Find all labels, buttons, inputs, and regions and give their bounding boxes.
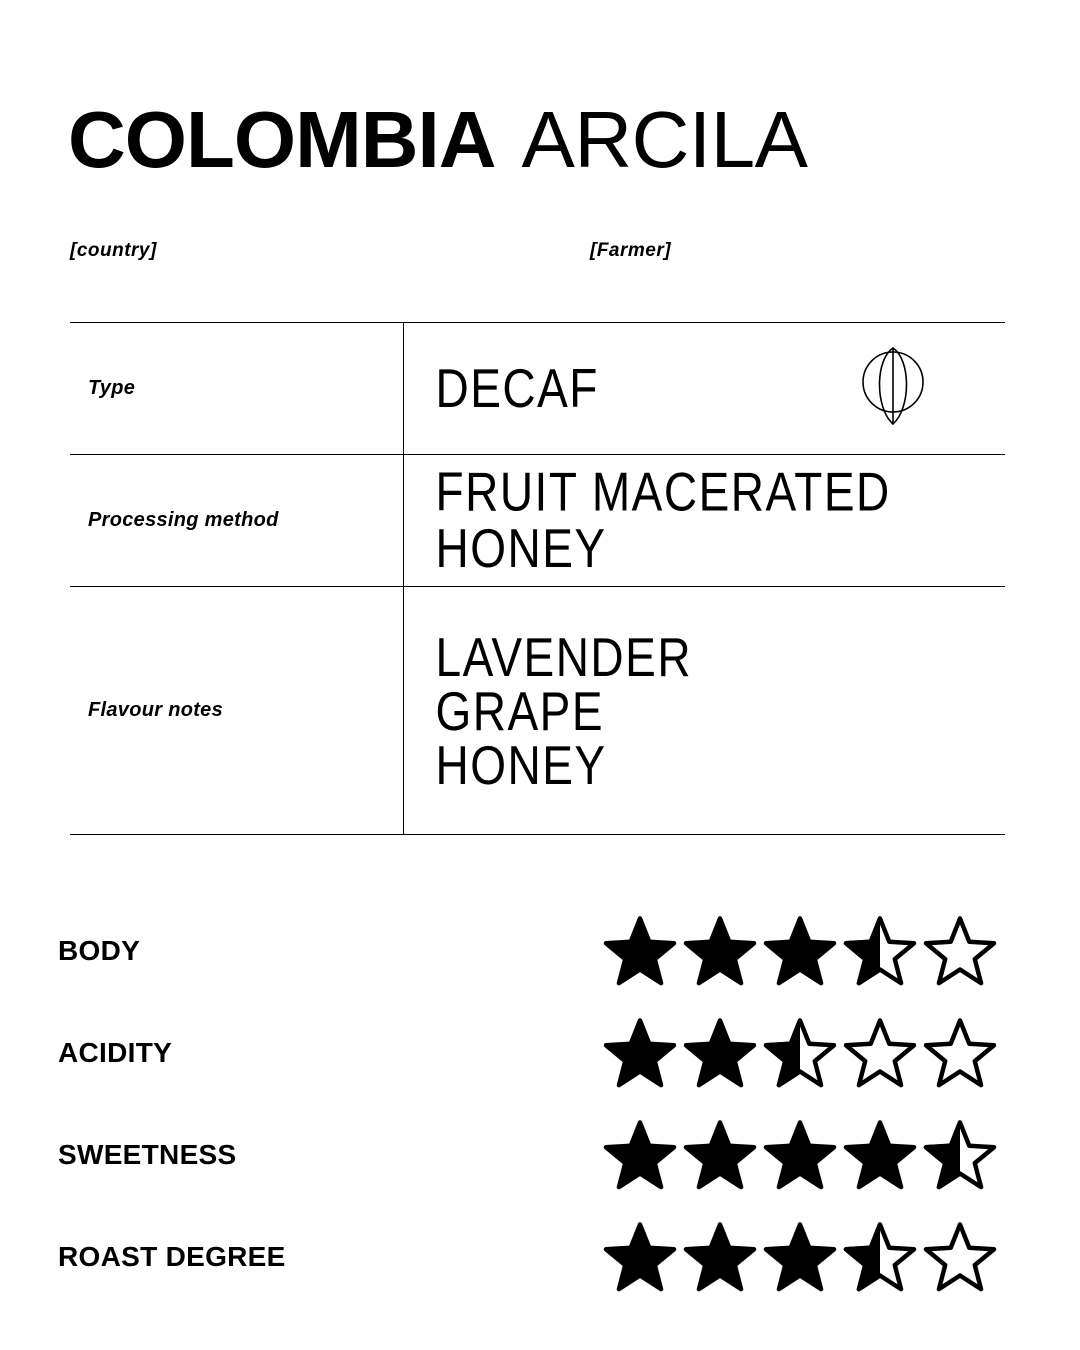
- star-full-icon: [603, 1016, 677, 1090]
- page-title: [68, 95, 808, 184]
- star-full-icon: [603, 1220, 677, 1294]
- title-farmer: ARCILA: [521, 95, 808, 184]
- star-full-icon: [603, 914, 677, 988]
- rating-stars-sweetness: [603, 1118, 997, 1192]
- star-empty-icon: [923, 914, 997, 988]
- star-full-icon: [843, 1118, 917, 1192]
- star-full-icon: [763, 1118, 837, 1192]
- rating-row-acidity: [58, 1002, 1022, 1104]
- row-value-processing: [403, 455, 1005, 587]
- rating-stars-acidity: [603, 1016, 997, 1090]
- type-value-text: DECAF: [435, 357, 599, 419]
- row-label-flavour: Flavour notes: [70, 587, 403, 835]
- rating-stars-body: [603, 914, 997, 988]
- star-half-icon: [923, 1118, 997, 1192]
- star-half-icon: [843, 1220, 917, 1294]
- label-country: [country]: [70, 240, 157, 261]
- rating-row-sweetness: [58, 1104, 1022, 1206]
- star-empty-icon: [923, 1220, 997, 1294]
- row-label-type: Type: [70, 323, 403, 455]
- spec-table: [70, 322, 1005, 835]
- star-empty-icon: [923, 1016, 997, 1090]
- ratings-section: [58, 900, 1022, 1308]
- label-farmer: [Farmer]: [590, 240, 672, 261]
- rating-label-acidity: ACIDITY: [58, 1037, 173, 1068]
- star-full-icon: [683, 914, 757, 988]
- title-country: COLOMBIA: [68, 95, 496, 184]
- star-half-icon: [843, 914, 917, 988]
- star-full-icon: [683, 1220, 757, 1294]
- star-full-icon: [763, 914, 837, 988]
- flavour-note-3: HONEY: [435, 733, 607, 796]
- row-value-type: [403, 323, 1005, 455]
- table-row-processing: [70, 455, 1005, 587]
- flavour-note-1: LAVENDER: [435, 625, 693, 688]
- star-half-icon: [763, 1016, 837, 1090]
- rating-label-sweetness: SWEETNESS: [58, 1139, 237, 1170]
- table-row-type: [70, 323, 1005, 455]
- table-row-flavour: [70, 587, 1005, 835]
- rating-stars-roast: [603, 1220, 997, 1294]
- flavour-note-2: GRAPE: [435, 679, 605, 742]
- rating-row-body: [58, 900, 1022, 1002]
- rating-label-roast: ROAST DEGREE: [58, 1241, 286, 1272]
- star-full-icon: [603, 1118, 677, 1192]
- star-full-icon: [763, 1220, 837, 1294]
- rating-row-roast: [58, 1206, 1022, 1308]
- row-value-flavour: [403, 587, 1005, 835]
- processing-value-text: FRUIT MACERATED HONEY: [435, 461, 891, 580]
- rating-label-body: BODY: [58, 935, 141, 966]
- star-full-icon: [683, 1016, 757, 1090]
- star-empty-icon: [843, 1016, 917, 1090]
- row-label-processing: Processing method: [70, 455, 403, 587]
- decaf-circle-icon: [861, 338, 925, 439]
- star-full-icon: [683, 1118, 757, 1192]
- title-sublabels: [70, 240, 1014, 264]
